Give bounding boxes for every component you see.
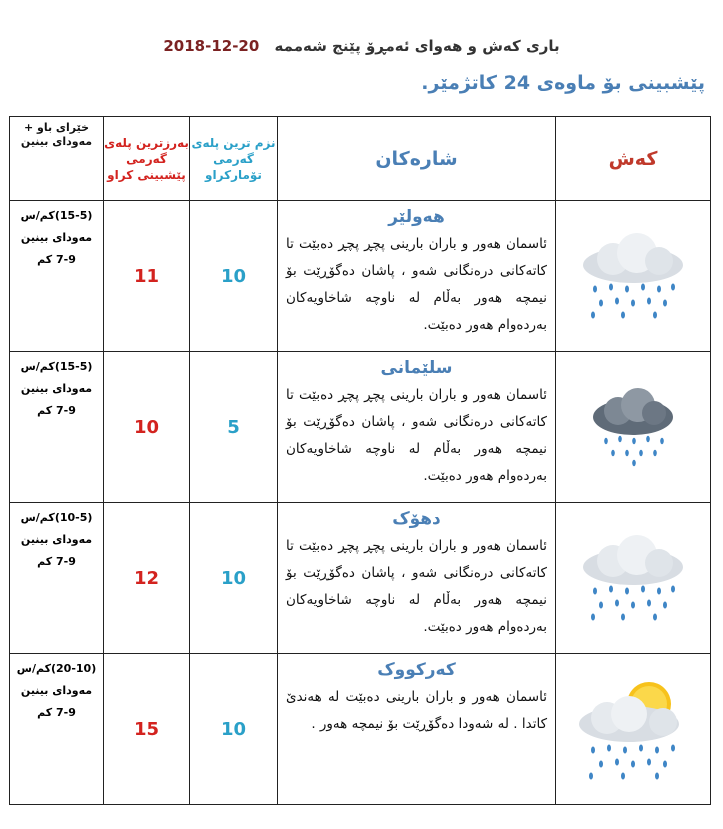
table-row (10, 352, 711, 503)
weather-description: ئاسمان هەور و باران بارینی پچڕ پچڕ دەبێت تا کاتەکانی درەنگانی شەو ، پاشان دەگۆڕێت بۆ نیمچە هەور بەڵام لە ناوچە شاخاویەکان بەردەوام هەور دەبێت. (286, 236, 547, 333)
wind-speed: (20-10)کم/س (16, 662, 97, 675)
wind-speed: (10-5)کم/س (20, 511, 93, 524)
header-cities: شارەکان (278, 117, 556, 201)
weather-description: ئاسمان هەور و باران بارینی دەبێت لە هەندێ کاتدا . لە شەودا دەگۆڕێت بۆ نیمچە هەور . (286, 689, 547, 732)
header-weather: کەش (556, 117, 711, 201)
title-text: باری کەش و هەوای ئەمڕۆ پێنج شەممە (274, 37, 560, 55)
weather-image-cell (556, 654, 711, 805)
table-row (10, 654, 711, 805)
wind-cell (10, 503, 104, 654)
cloud-rain-icon (573, 533, 693, 623)
wind-speed: (15-5)کم/س (20, 209, 93, 222)
max-temp: 11 (104, 201, 190, 352)
max-temp: 12 (104, 503, 190, 654)
min-temp: 10 (190, 654, 278, 805)
header-min-temp: نزم ترین پلەی گەرمی تۆمارکراو (190, 117, 278, 201)
visibility-label: مەودای بینین (20, 231, 93, 244)
visibility-label: مەودای بینین (20, 382, 93, 395)
min-temp: 10 (190, 201, 278, 352)
min-temp: 5 (190, 352, 278, 503)
city-cell (278, 201, 556, 352)
dark-cloud-rain-icon (588, 387, 678, 467)
city-name: کەرکووک (377, 660, 456, 680)
city-cell (278, 352, 556, 503)
forecast-table (9, 116, 711, 805)
table-row (10, 201, 711, 352)
table-row (10, 503, 711, 654)
city-name: هەولێر (388, 207, 445, 227)
weather-image-cell (556, 352, 711, 503)
city-cell (278, 503, 556, 654)
visibility-value: 7-9 کم (37, 706, 76, 719)
visibility-label: مەودای بینین (20, 533, 93, 546)
page-title (0, 37, 723, 55)
weather-image-cell (556, 503, 711, 654)
max-temp: 10 (104, 352, 190, 503)
weather-description: ئاسمان هەور و باران بارینی پچڕ پچڕ دەبێت تا کاتەکانی درەنگانی شەو ، پاشان دەگۆڕێت بۆ نیمچە هەور بەڵام لە ناوچە شاخاویەکان بەردەوام هەور دەبێت. (286, 387, 547, 484)
visibility-value: 7-9 کم (37, 253, 76, 266)
min-temp: 10 (190, 503, 278, 654)
visibility-value: 7-9 کم (37, 404, 76, 417)
sun-cloud-rain-icon (573, 674, 693, 784)
wind-cell (10, 352, 104, 503)
max-temp: 15 (104, 654, 190, 805)
header-max-temp: بەرزترین پلەی گەرمی پێشبینی کراو (104, 117, 190, 201)
wind-cell (10, 201, 104, 352)
wind-speed: (15-5)کم/س (20, 360, 93, 373)
header-wind: خێرای باو + مەودای بینین (10, 117, 104, 201)
cloud-rain-icon (573, 231, 693, 321)
weather-description: ئاسمان هەور و باران بارینی پچڕ پچڕ دەبێت تا کاتەکانی درەنگانی شەو ، پاشان دەگۆڕێت بۆ نیمچە هەور بەڵام لە ناوچە شاخاویەکان بەردەوام هەور دەبێت. (286, 538, 547, 635)
city-name: دهۆک (392, 509, 441, 529)
visibility-value: 7-9 کم (37, 555, 76, 568)
forecast-subtitle: پێشبینی بۆ ماوەی 24 کاتژمێر. (421, 72, 705, 94)
city-cell (278, 654, 556, 805)
visibility-label: مەودای بینین (20, 684, 93, 697)
weather-image-cell (556, 201, 711, 352)
date: 2018-12-20 (163, 37, 260, 55)
city-name: سلێمانی (380, 358, 453, 378)
table-header-row (10, 117, 711, 201)
wind-cell (10, 654, 104, 805)
